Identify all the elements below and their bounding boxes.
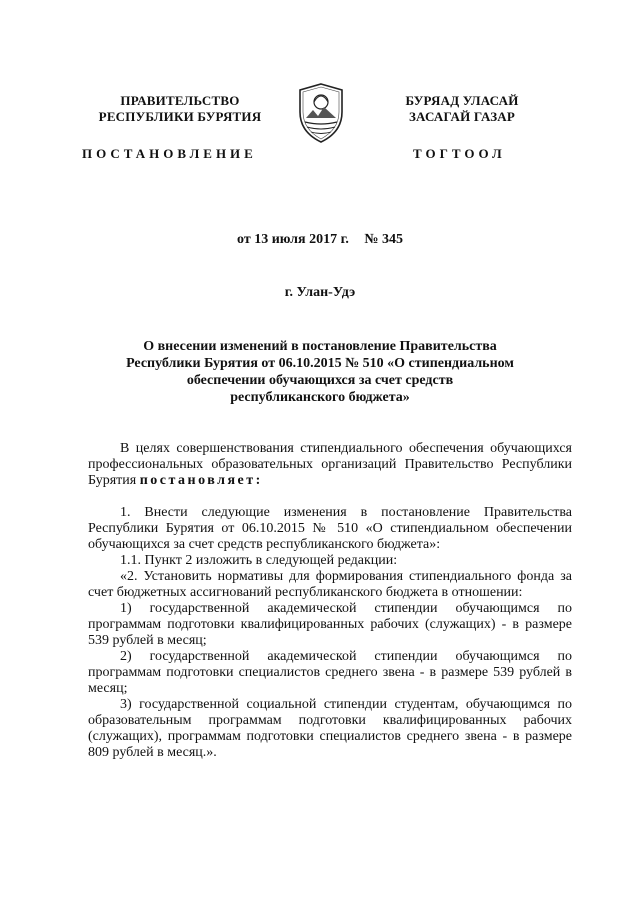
document-date: от 13 июля 2017 г. [237, 232, 349, 247]
paragraph: 2) государственной академической стипендии обучающимся по программам подготовки специалистов среднего звена - в размере 539 рублей в месяц; [88, 649, 572, 696]
coat-of-arms-icon [296, 82, 346, 144]
issuer-bua-line2: ЗАСАГАЙ ГАЗАР [408, 109, 516, 124]
issuer-ru-line2: РЕСПУБЛИКИ БУРЯТИЯ [98, 109, 262, 124]
document-number: № 345 [364, 232, 403, 247]
title-line: обеспечении обучающихся за счет средств [186, 373, 454, 388]
issuer-bua [362, 93, 562, 125]
paragraph: 1. Внести следующие изменения в постановление Правительства Республики Бурятия от 06.10.2015 № 510 «О стипендиальном обеспечении обучающихся за счет средств республиканского бюджета»: [88, 505, 572, 552]
date-number-line [0, 232, 640, 248]
issuer-ru-line1: ПРАВИТЕЛЬСТВО [120, 93, 240, 108]
preamble-text: В целях совершенствования стипендиального обеспечения обучающихся профессиональных образовательных организаций Правительство Республики Бурятия [88, 441, 572, 488]
paragraph: 1) государственной академической стипендии обучающимся по программам подготовки квалифицированных рабочих (служащих) - в размере 539 рублей в месяц; [88, 601, 572, 648]
title-line: О внесении изменений в постановление Правительства [143, 339, 497, 354]
doc-type-ru: ПОСТАНОВЛЕНИЕ [82, 146, 257, 161]
document-title [100, 338, 540, 406]
preamble-paragraph [88, 441, 572, 489]
doc-type-bua: ТОГТООЛ [413, 146, 506, 161]
paragraph: 3) государственной социальной стипендии студентам, обучающимся по образовательным программам подготовки квалифицированных рабочих (служащих), программам подготовки специалистов среднего звена - в размере 809 рублей в месяц.». [88, 697, 572, 760]
title-line: Республики Бурятия от 06.10.2015 № 510 «О стипендиальном [126, 356, 514, 371]
paragraph: 1.1. Пункт 2 изложить в следующей редакции: [120, 553, 398, 568]
paragraph: «2. Установить нормативы для формирования стипендиального фонда за счет бюджетных ассигнований республиканского бюджета в отношении: [88, 569, 572, 600]
resolves-word: постановляет: [139, 473, 263, 488]
issuer-bua-line1: БУРЯАД УЛАСАЙ [405, 93, 519, 108]
document-body [88, 441, 572, 761]
issuer-ru [80, 93, 280, 125]
city: г. Улан-Удэ [284, 285, 356, 300]
title-line: республиканского бюджета» [230, 390, 410, 405]
